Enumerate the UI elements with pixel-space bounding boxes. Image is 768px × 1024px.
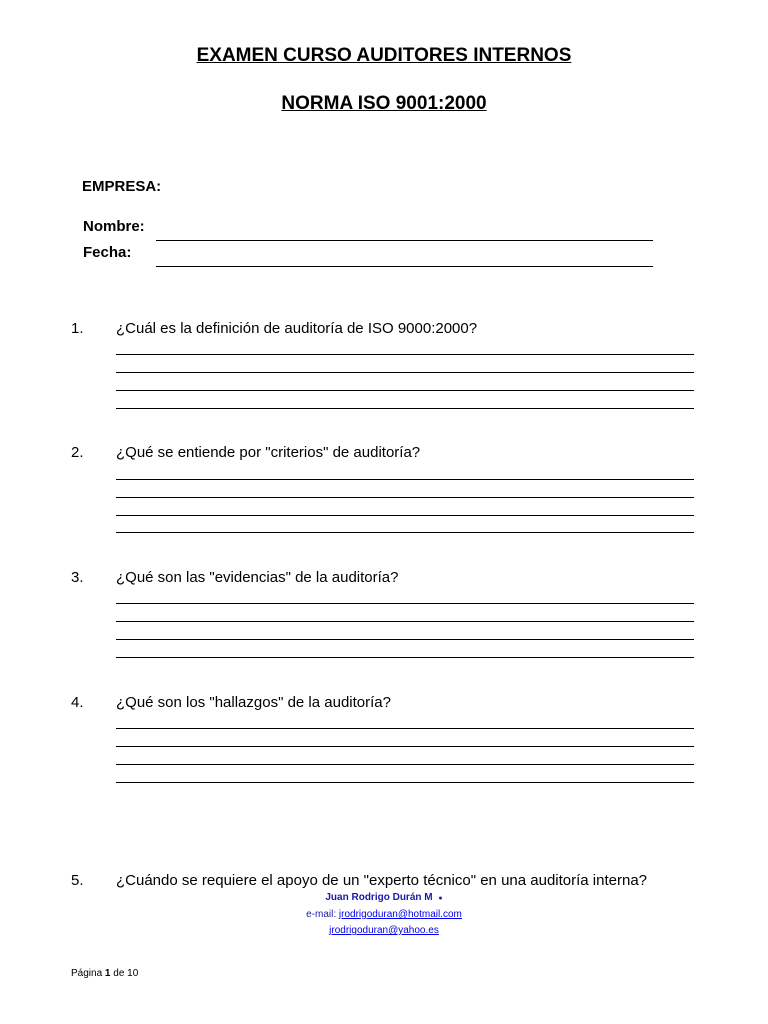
answer-line[interactable] (116, 746, 694, 747)
question-text: ¿Cuál es la definición de auditoría de ISO 9000:2000? (116, 320, 478, 337)
answer-line[interactable] (116, 497, 694, 498)
question-text: ¿Qué son las "evidencias" de la auditoría? (116, 569, 399, 586)
name-fill-line[interactable] (156, 240, 653, 241)
page-current: 1 (104, 968, 111, 979)
answer-line[interactable] (116, 408, 694, 409)
document-subtitle: NORMA ISO 9001:2000 (281, 93, 487, 114)
answer-line[interactable] (116, 532, 694, 533)
question-number: 3. (71, 569, 84, 586)
question-text: ¿Cuándo se requiere el apoyo de un "experto técnico" en una auditoría interna? (116, 872, 648, 889)
answer-line[interactable] (116, 764, 694, 765)
bullet-icon: ● (438, 895, 443, 902)
company-label: EMPRESA: (82, 178, 162, 195)
answer-line[interactable] (116, 390, 694, 391)
answer-line[interactable] (116, 657, 694, 658)
page-separator: de (113, 968, 125, 979)
date-fill-line[interactable] (156, 266, 653, 267)
date-label: Fecha: (83, 244, 132, 261)
answer-line[interactable] (116, 515, 694, 516)
footer-email-line (0, 909, 768, 920)
page-prefix: Página (71, 968, 103, 979)
question-number: 1. (71, 320, 84, 337)
name-label: Nombre: (83, 218, 145, 235)
answer-line[interactable] (116, 621, 694, 622)
footer-email-line-2 (0, 925, 768, 936)
question-text: ¿Qué son los "hallazgos" de la auditoría? (116, 694, 391, 711)
question-number: 4. (71, 694, 84, 711)
answer-line[interactable] (116, 354, 694, 355)
page-total: 10 (127, 968, 139, 979)
page-number (71, 968, 138, 979)
answer-line[interactable] (116, 728, 694, 729)
question-number: 2. (71, 444, 84, 461)
email-link-yahoo[interactable]: jrodrigoduran@yahoo.es (329, 925, 439, 936)
document-title: EXAMEN CURSO AUDITORES INTERNOS (196, 45, 572, 66)
answer-line[interactable] (116, 782, 694, 783)
email-label: e-mail: (306, 909, 337, 920)
email-link-hotmail[interactable]: jrodrigoduran@hotmail.com (338, 909, 462, 920)
question-number: 5. (71, 872, 84, 889)
answer-line[interactable] (116, 603, 694, 604)
answer-line[interactable] (116, 639, 694, 640)
author-name: Juan Rodrigo Durán M (325, 892, 433, 903)
answer-line[interactable] (116, 372, 694, 373)
answer-line[interactable] (116, 479, 694, 480)
question-text: ¿Qué se entiende por "criterios" de auditoría? (116, 444, 421, 461)
footer-author (0, 892, 768, 903)
